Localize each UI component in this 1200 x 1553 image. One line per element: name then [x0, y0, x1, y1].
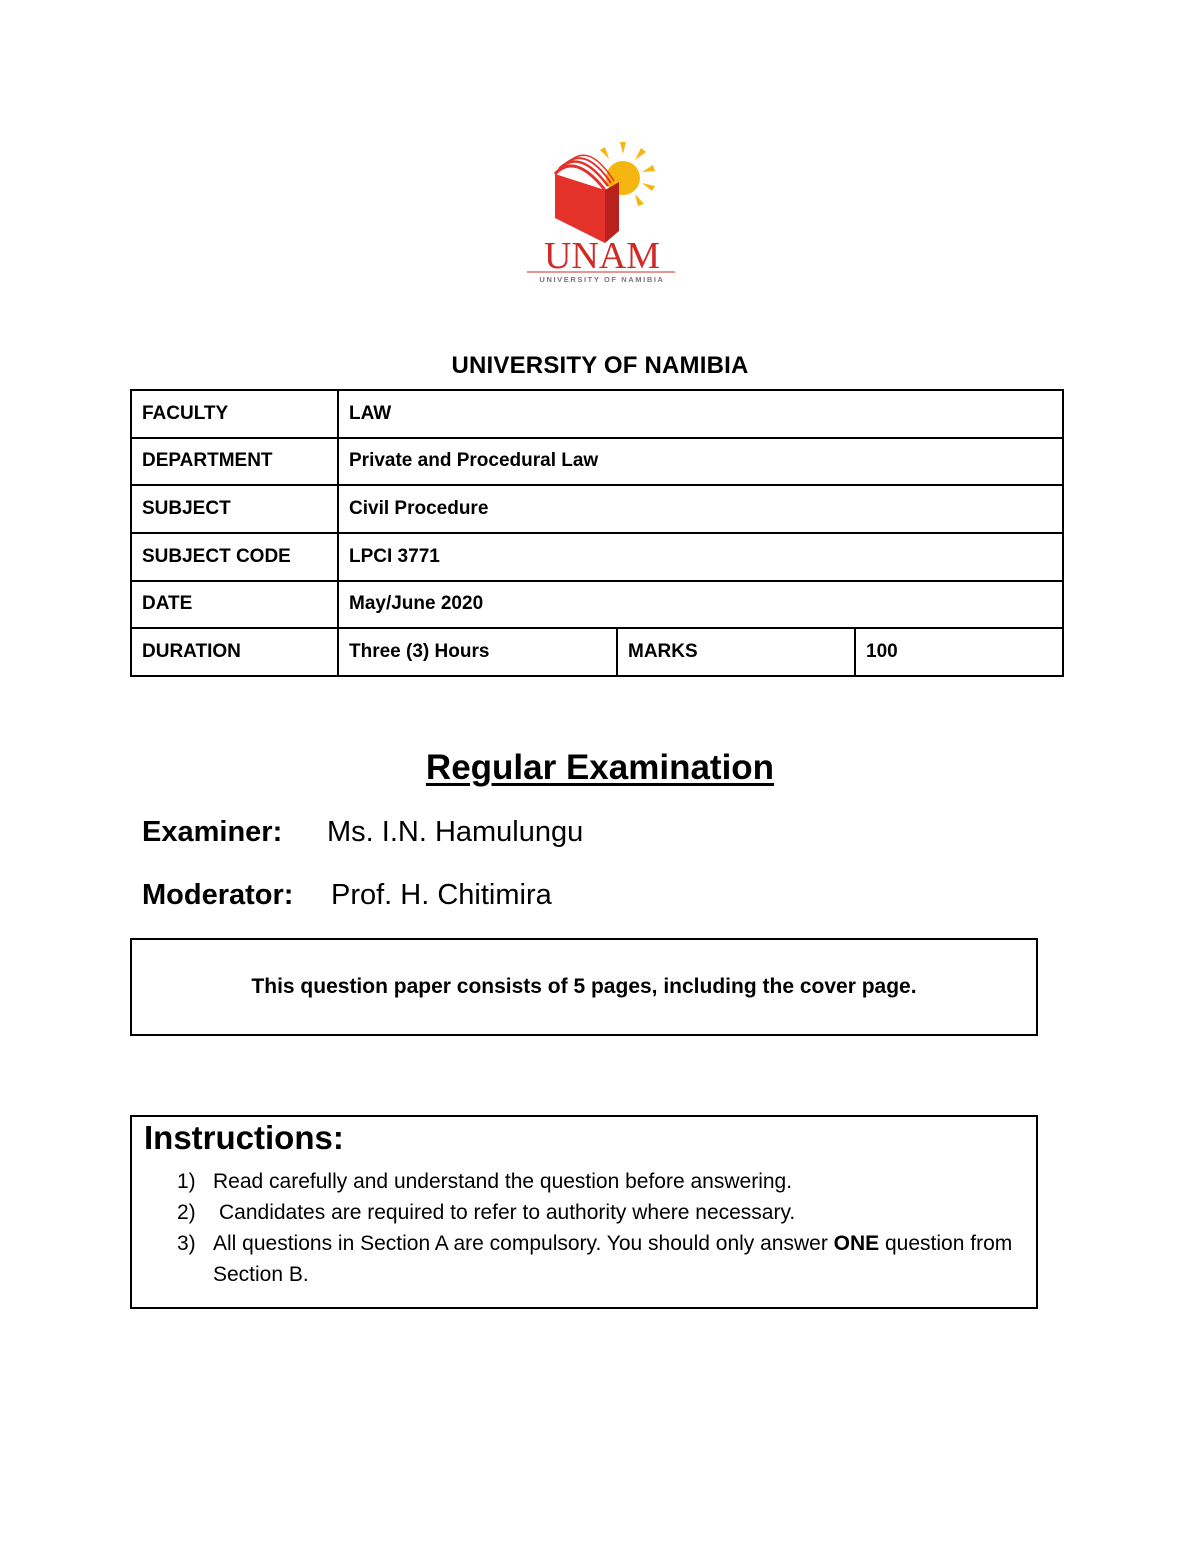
university-title: UNIVERSITY OF NAMIBIA	[451, 352, 749, 379]
item-text	[213, 1228, 1043, 1290]
university-logo	[525, 138, 680, 288]
table-row	[131, 581, 1063, 629]
row-value-date: May/June 2020	[338, 581, 1063, 629]
moderator-name: Prof. H. Chitimira	[331, 879, 552, 911]
table-row	[131, 438, 1063, 486]
page-count-text: This question paper consists of 5 pages, including the cover page.	[251, 975, 917, 998]
row-label-department: DEPARTMENT	[131, 438, 338, 486]
row-value-duration: Three (3) Hours	[338, 628, 617, 676]
exam-info-table	[130, 389, 1064, 677]
row-value-faculty: LAW	[338, 390, 1063, 438]
table-row	[131, 485, 1063, 533]
row-value-department: Private and Procedural Law	[338, 438, 1063, 486]
logo-wordmark: UNAM	[543, 235, 661, 277]
item-text-part: All questions in Section A are compulsory. You should only answer	[213, 1232, 834, 1255]
examiner-line	[142, 816, 583, 849]
instructions-box	[130, 1115, 1038, 1309]
row-label-duration: DURATION	[131, 628, 338, 676]
moderator-label: Moderator:	[142, 879, 294, 911]
exam-title: Regular Examination	[425, 748, 775, 787]
logo-tagline: UNIVERSITY OF NAMIBIA	[539, 275, 665, 284]
table-row	[131, 390, 1063, 438]
row-value-marks: 100	[855, 628, 1063, 676]
page-count-note	[130, 938, 1038, 1036]
row-label-subject-code: SUBJECT CODE	[131, 533, 338, 581]
table-row	[131, 533, 1063, 581]
table-row	[131, 628, 1063, 676]
row-label-subject: SUBJECT	[131, 485, 338, 533]
examiner-label: Examiner:	[142, 816, 283, 848]
moderator-line	[142, 879, 552, 912]
examiner-name: Ms. I.N. Hamulungu	[327, 816, 584, 848]
item-text-part: question from Section B.	[213, 1232, 1013, 1286]
item-text-emphasis: ONE	[833, 1232, 880, 1255]
item-number: 2)	[177, 1201, 196, 1224]
item-number: 3)	[177, 1232, 196, 1255]
instructions-title: Instructions:	[144, 1119, 344, 1156]
item-number: 1)	[177, 1170, 196, 1193]
row-value-subject: Civil Procedure	[338, 485, 1063, 533]
row-label-marks: MARKS	[617, 628, 855, 676]
item-text: Candidates are required to refer to authority where necessary.	[219, 1201, 796, 1224]
row-label-date: DATE	[131, 581, 338, 629]
row-value-subject-code: LPCI 3771	[338, 533, 1063, 581]
row-label-faculty: FACULTY	[131, 390, 338, 438]
item-text: Read carefully and understand the question before answering.	[213, 1170, 793, 1193]
